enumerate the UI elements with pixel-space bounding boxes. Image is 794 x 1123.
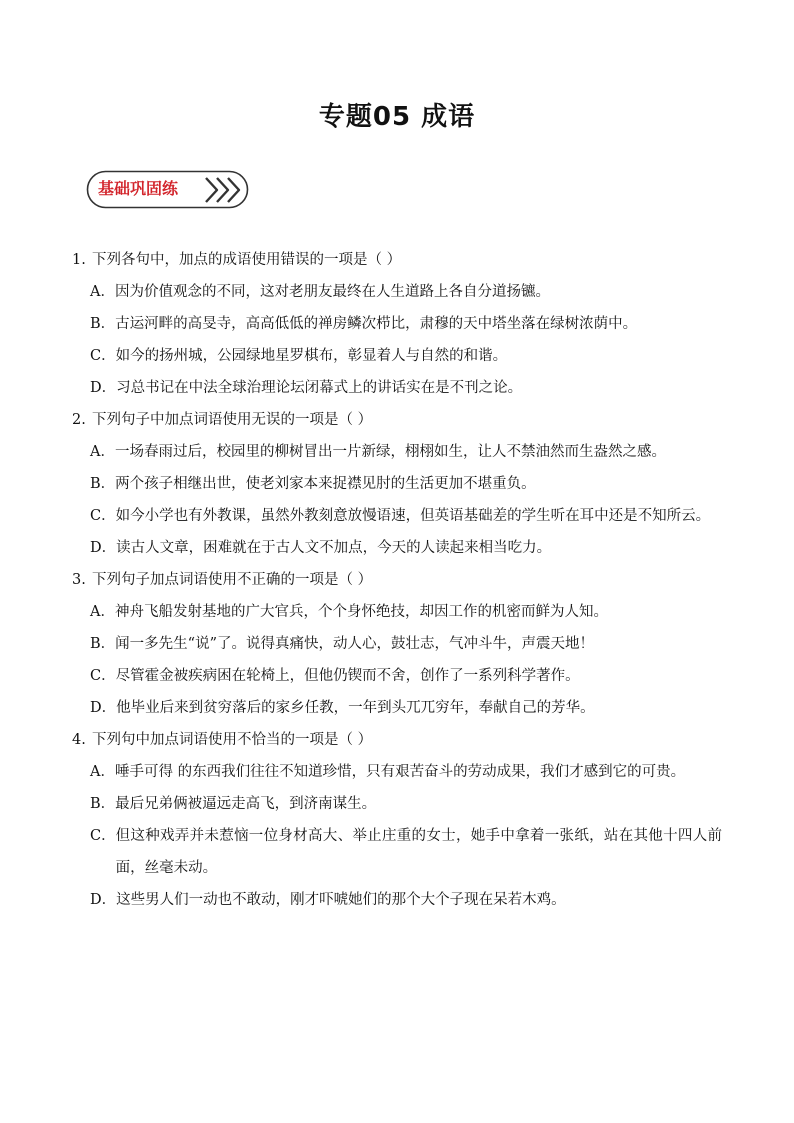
option-c (90, 660, 722, 692)
option-a (90, 276, 722, 308)
option-text: 闻一多先生“说”了。说得真痛快，动人心，鼓壮志，气冲斗牛，声震天地！ (115, 636, 594, 652)
option-text: 古运河畔的高旻寺，高高低低的禅房鳞次栉比，肃穆的天中塔坐落在绿树浓荫中。 (115, 316, 638, 332)
option-d (90, 692, 722, 724)
option-letter: B． (90, 796, 116, 812)
question-stem: 下列句子中加点词语使用无误的一项是（ ） (92, 412, 373, 428)
option-b (90, 788, 722, 820)
question-list (72, 244, 722, 916)
option-d (90, 532, 722, 564)
option-letter: B． (90, 636, 116, 652)
question-1 (72, 244, 722, 404)
option-c (90, 820, 722, 884)
question-stem: 下列各句中，加点的成语使用错误的一项是（ ） (92, 252, 402, 268)
option-a (90, 436, 722, 468)
option-d (90, 884, 722, 916)
option-letter: C． (90, 668, 116, 684)
question-stem: 下列句中加点词语使用不恰当的一项是（ ） (92, 732, 373, 748)
option-b (90, 308, 722, 340)
option-a (90, 596, 722, 628)
option-letter: C． (90, 508, 116, 524)
option-letter: D． (90, 380, 117, 396)
option-c (90, 500, 722, 532)
question-number: 3. (72, 572, 86, 588)
section-label: 基础巩固练 (98, 179, 179, 198)
option-letter: B． (90, 476, 116, 492)
option-letter: C． (90, 828, 116, 844)
option-text: 习总书记在中法全球治理论坛闭幕式上的讲话实在是不刊之论。 (116, 380, 523, 396)
option-letter: C． (90, 348, 116, 364)
option-text: 尽管霍金被疾病困在轮椅上，但他仍锲而不舍，创作了一系列科学著作。 (115, 668, 580, 684)
option-text: 他毕业后来到贫穷落后的家乡任教，一年到头兀兀穷年，奉献自己的芳华。 (116, 700, 595, 716)
option-letter: A． (90, 444, 115, 460)
option-text: 神舟飞船发射基地的广大官兵，个个身怀绝技，却因工作的机密而鲜为人知。 (114, 604, 608, 620)
option-d (90, 372, 722, 404)
question-number: 1. (72, 252, 86, 268)
question-stem: 下列句子加点词语使用不正确的一项是（ ） (92, 572, 373, 588)
option-text: 这些男人们一动也不敢动，刚才吓唬她们的那个大个子现在呆若木鸡。 (116, 892, 566, 908)
option-text: 一场春雨过后，校园里的柳树冒出一片新绿，栩栩如生，让人不禁油然而生盎然之感。 (114, 444, 666, 460)
option-text: 但这种戏弄并未惹恼一位身材高大、举止庄重的女士，她手中拿着一张纸，站在其他十四人前面，丝毫未动。 (115, 828, 722, 876)
option-c (90, 340, 722, 372)
question-number: 2. (72, 412, 86, 428)
option-b (90, 628, 722, 660)
option-b (90, 468, 722, 500)
option-letter: B． (90, 316, 116, 332)
option-letter: A． (90, 604, 115, 620)
option-text: 唾手可得 的东西我们往往不知道珍惜，只有艰苦奋斗的劳动成果，我们才感到它的可贵。 (114, 764, 686, 780)
option-text: 两个孩子相继出世，使老刘家本来捉襟见肘的生活更加不堪重负。 (115, 476, 536, 492)
question-2 (72, 404, 722, 564)
question-3 (72, 564, 722, 724)
option-letter: A． (90, 764, 115, 780)
option-letter: D． (90, 892, 117, 908)
question-number: 4. (72, 732, 86, 748)
page-title: 专题05 成语 (318, 102, 476, 132)
option-text: 读古人文章，困难就在于古人文不加点，今天的人读起来相当吃力。 (116, 540, 552, 556)
option-text: 如今的扬州城，公园绿地星罗棋布，彰显着人与自然的和谐。 (115, 348, 508, 364)
option-text: 如今小学也有外教课，虽然外教刻意放慢语速，但英语基础差的学生听在耳中还是不知所云。 (115, 508, 711, 524)
option-letter: A． (90, 284, 115, 300)
option-text: 最后兄弟俩被逼远走高飞，到济南谋生。 (115, 796, 377, 812)
question-4 (72, 724, 722, 916)
section-badge (86, 170, 254, 210)
option-text: 因为价值观念的不同，这对老朋友最终在人生道路上各自分道扬镳。 (114, 284, 550, 300)
option-letter: D． (90, 700, 117, 716)
option-letter: D． (90, 540, 117, 556)
option-a (90, 756, 722, 788)
